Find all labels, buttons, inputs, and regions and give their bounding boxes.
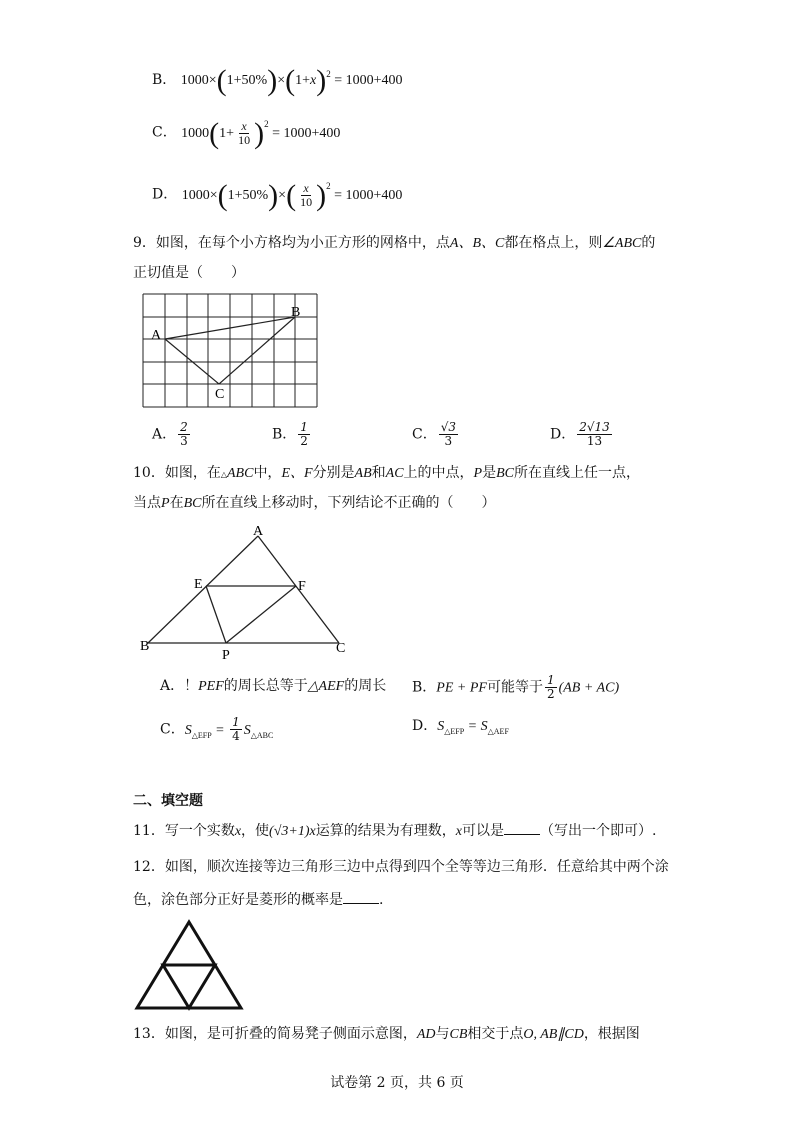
q9-grid-figure: [140, 292, 330, 410]
q10-option-a: A．！PEF的周长总等于△AEF的周长: [160, 678, 387, 694]
q10-stem-line2: 当点P在BC所在直线上移动时，下列结论不正确的（ ）: [133, 495, 496, 511]
q9-option-a: A． $\frac{2}{3}$: [152, 420, 188, 448]
section-title: 二、填空题: [133, 793, 203, 809]
q10-label-c: C: [336, 641, 346, 656]
q10-triangle-figure: [132, 522, 362, 664]
q11-stem: 11．写一个实数x，使(√3+1)x运算的结果为有理数，x可以是 （写出一个即可）.: [133, 820, 656, 842]
q10-option-d: D．$S_{\triangle EFP} = S_{\triangle AEF}$: [412, 718, 509, 736]
q10-label-b: B: [140, 639, 150, 654]
q12-triangle-figure: [133, 918, 253, 1014]
q9-label-b: B: [291, 305, 301, 320]
q12-stem-line1: 12．如图，顺次连接等边三角形三边中点得到四个全等等边三角形．任意给其中两个涂: [133, 859, 669, 875]
q9-stem-line2: 正切值是（ ）: [133, 265, 245, 281]
q8-option-b-label: B．: [152, 72, 177, 88]
q8-option-b: B． $1000\times(1+50\%)\times(1+x)^2 = 1000+400$: [152, 63, 403, 97]
q12-stem-line2: 色，涂色部分正好是菱形的概率是 .: [133, 889, 383, 910]
q8-option-c-label: C．: [152, 124, 177, 141]
q10-option-c: C．$S_{\triangle EFP}$ = $\frac{1}{4}$ $S_{\triangle ABC}$: [160, 715, 274, 743]
page-footer: 试卷第 2 页，共 6 页: [330, 1075, 464, 1091]
q10-label-e: E: [194, 577, 203, 592]
q8-option-d: D． 1000×(1+50%)×( $\frac{x}{10}$ )$^2$ = 1000+400: [152, 178, 403, 212]
q8-option-d-label: D．: [152, 186, 178, 203]
q10-stem-line1: 10．如图，在△ABC中，E、F分别是AB和AC上的中点，P是BC所在直线上任一点，: [133, 465, 640, 481]
q9-label-a: A: [151, 328, 162, 343]
q9-option-d: D． $\frac{2√13}{13}$: [550, 420, 610, 448]
q9-label-c: C: [215, 387, 225, 402]
q11-answer-blank[interactable]: [504, 820, 540, 835]
q9-option-c: C． $\frac{√3}{3}$: [412, 420, 456, 448]
q10-label-a: A: [253, 524, 264, 539]
q8-option-c: C． 1000(1+ $\frac{x}{10}$ )$^2$ = 1000+400: [152, 116, 341, 150]
q10-label-f: F: [298, 579, 306, 594]
q9-option-b: B． $\frac{1}{2}$: [272, 420, 308, 448]
q12-answer-blank[interactable]: [343, 889, 379, 904]
q13-stem: 13．如图，是可折叠的简易凳子侧面示意图，AD与CB相交于点O, AB∥CD，根据图: [133, 1026, 640, 1042]
q10-option-b: B．PE + PF可能等于 $\frac{1}{2}$ (AB + AC): [412, 673, 620, 701]
q10-label-p: P: [222, 648, 230, 663]
q9-stem-line1: 9．如图，在每个小方格均为小正方形的网格中，点A、B、C都在格点上，则∠ABC的: [133, 235, 656, 251]
